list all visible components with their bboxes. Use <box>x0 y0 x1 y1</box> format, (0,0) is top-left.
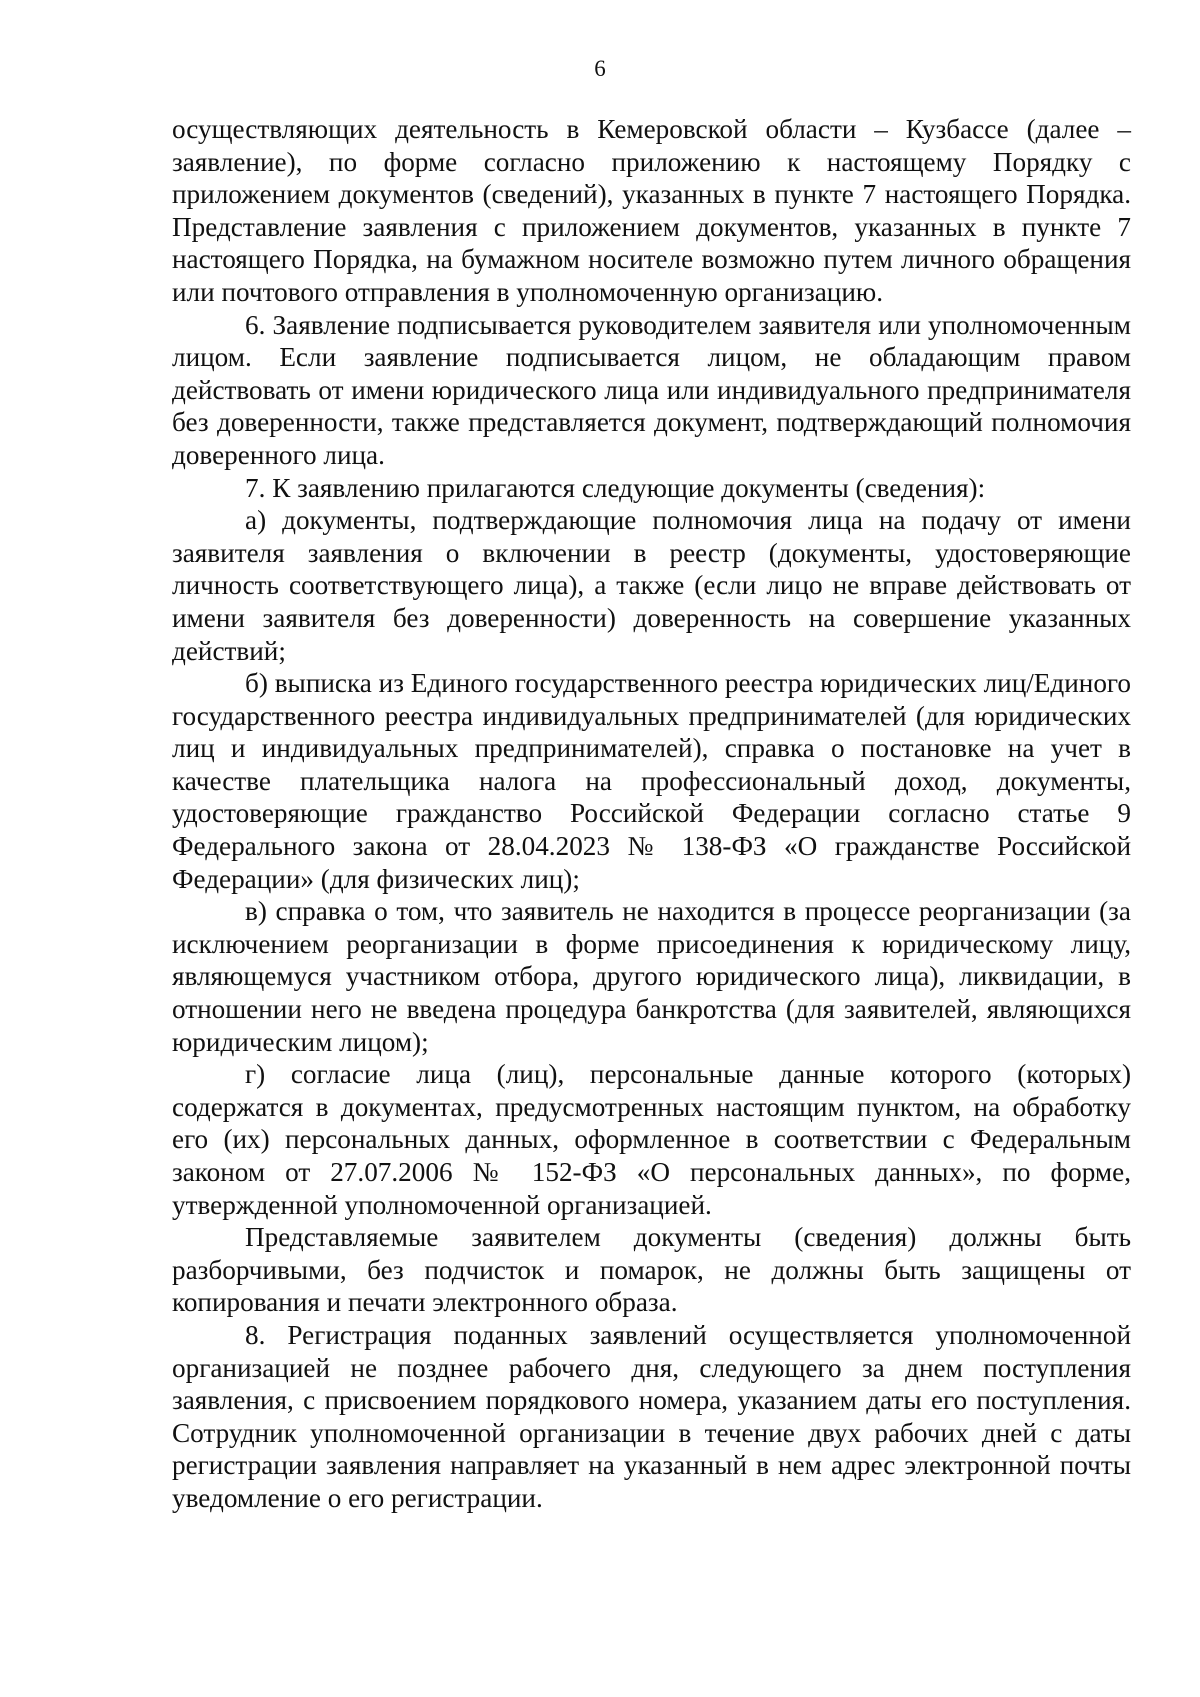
paragraph-subitem-g: г) согласие лица (лиц), персональные данные которого (которых) содержатся в документах, предусмотренных настоящим пунктом, на обработку его (их) персональных данных, оформленное в соответствии с Федеральным законом от 27.07.2006 № 152-ФЗ «О персональных данных», по форме, утвержденной уполномоченной организацией. <box>172 1059 1131 1220</box>
paragraph-subitem-v: в) справка о том, что заявитель не находится в процессе реорганизации (за исключением реорганизации в форме присоединения к юридическому лицу, являющемуся участником отбора, другого юридического лица), ликвидации, в отношении него не введена процедура банкротства (для заявителей, являющихся юридическим лицом); <box>172 896 1131 1057</box>
paragraph-item-7: 7. К заявлению прилагаются следующие документы (сведения): <box>245 472 986 503</box>
paragraph-continuation: осуществляющих деятельность в Кемеровской области – Кузбассе (далее – заявление), по форме согласно приложению к настоящему Порядку с приложением документов (сведений), указанных в пункте 7 настоящего Порядка. Представление заявления с приложением документов, указанных в пункте 7 настоящего Порядка, на бумажном носителе возможно путем личного обращения или почтового отправления в уполномоченную организацию. <box>172 114 1131 307</box>
page-number: 6 <box>594 56 606 81</box>
paragraph-item-6: 6. Заявление подписывается руководителем заявителя или уполномоченным лицом. Если заявление подписывается лицом, не обладающим правом действовать от имени юридического лица или индивидуального предпринимателя без доверенности, также представляется документ, подтверждающий полномочия доверенного лица. <box>172 309 1131 470</box>
paragraph-item-8: 8. Регистрация поданных заявлений осуществляется уполномоченной организацией не позднее рабочего дня, следующего за днем поступления заявления, с присвоением порядкового номера, указанием даты его поступления. Сотрудник уполномоченной организации в течение двух рабочих дней с даты регистрации заявления направляет на указанный в нем адрес электронной почты уведомление о его регистрации. <box>172 1319 1131 1513</box>
paragraph-documents-requirements: Представляемые заявителем документы (сведения) должны быть разборчивыми, без подчисток и помарок, не должны быть защищены от копирования и печати электронного образа. <box>172 1222 1131 1318</box>
document-body <box>172 113 1131 1515</box>
paragraph-subitem-b: б) выписка из Единого государственного реестра юридических лиц/Единого государственного реестра индивидуальных предпринимателей (для юридических лиц и индивидуальных предпринимателей), справка о постановке на учет в качестве плательщика налога на профессиональный доход, документы, удостоверяющие гражданство Российской Федерации согласно статье 9 Федерального закона от 28.04.2023 № 138-ФЗ «О гражданстве Российской Федерации» (для физических лиц); <box>172 668 1131 894</box>
paragraph-subitem-a: а) документы, подтверждающие полномочия лица на подачу от имени заявителя заявления о включении в реестр (документы, удостоверяющие личность соответствующего лица), а также (если лицо не вправе действовать от имени заявителя без доверенности) доверенность на совершение указанных действий; <box>172 505 1131 666</box>
